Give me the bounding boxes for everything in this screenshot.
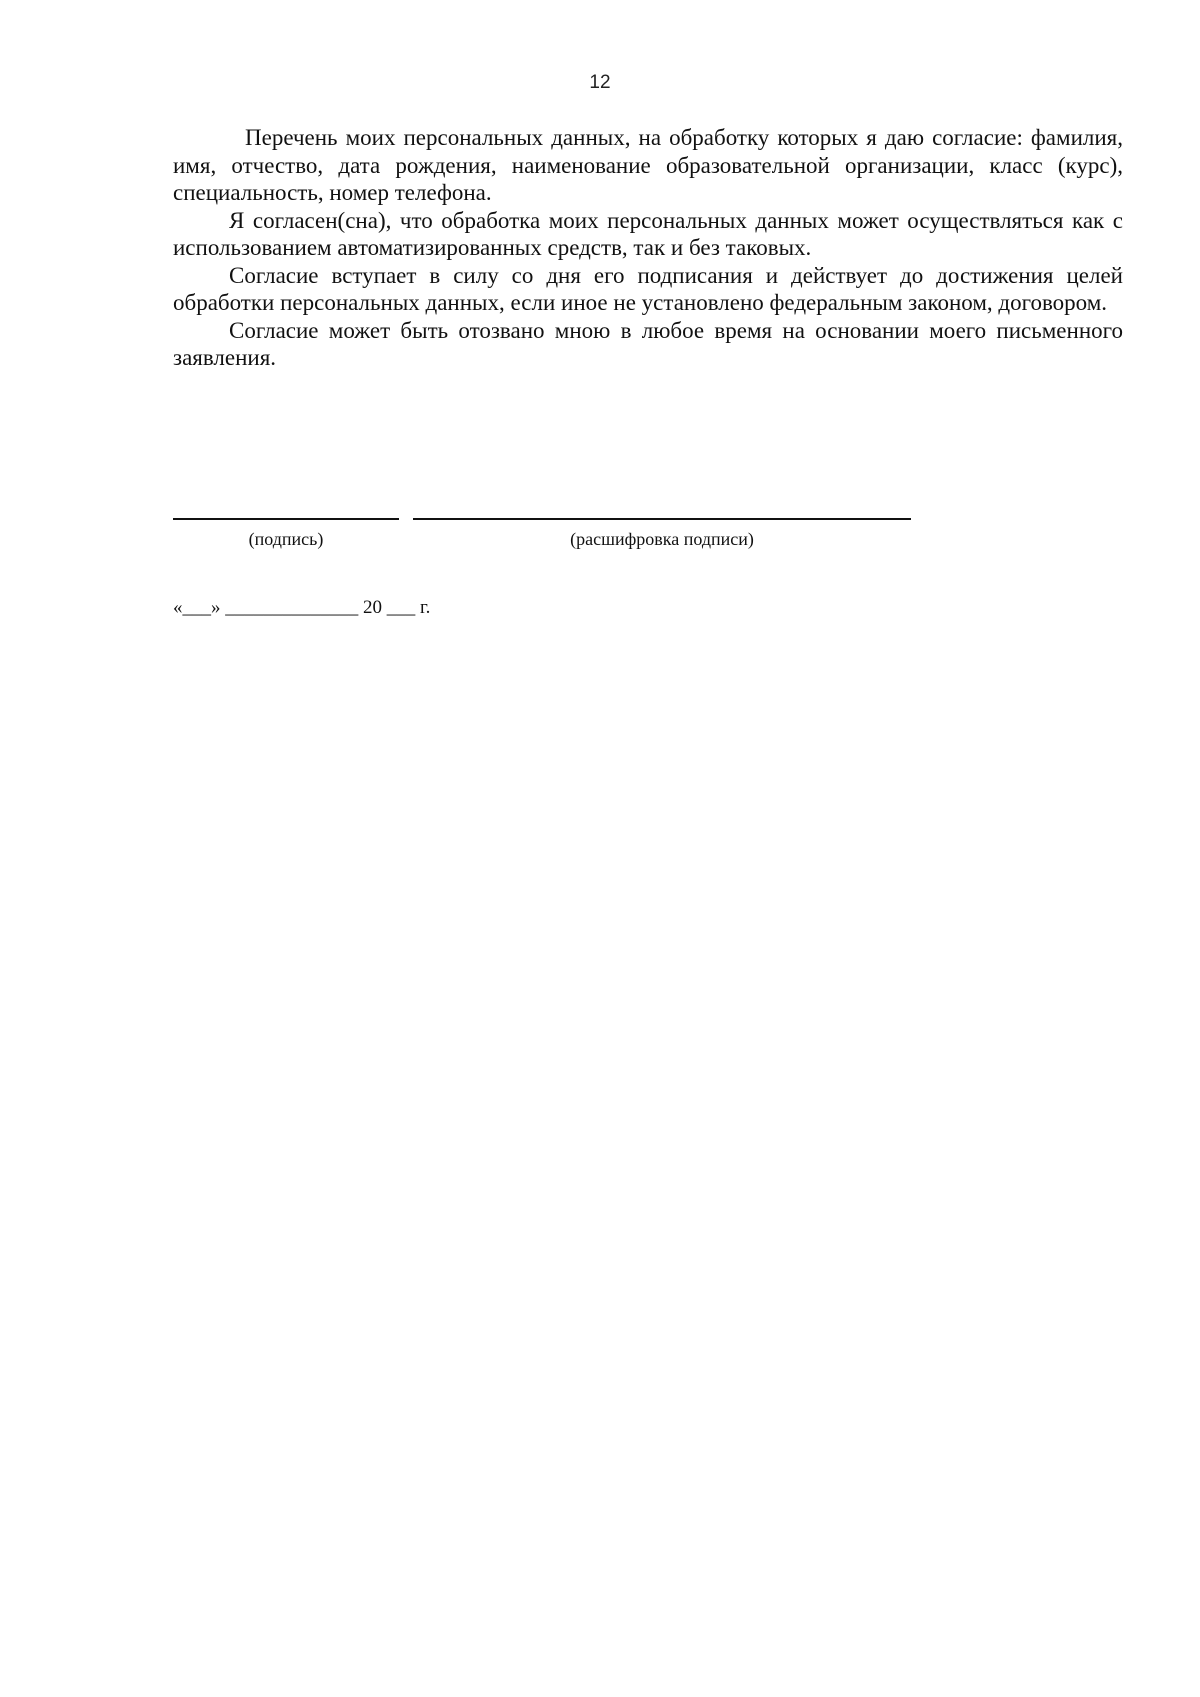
date-line: «___» ______________ 20 ___ г. bbox=[173, 597, 431, 618]
paragraph-processing-means: Я согласен(сна), что обработка моих персональных данных может осуществляться как с использованием автоматизированных средств, так и без таковых. bbox=[173, 207, 1123, 260]
signature-decoding-caption: (расшифровка подписи) bbox=[570, 529, 754, 549]
page-number: 12 bbox=[589, 72, 611, 93]
signature-caption: (подпись) bbox=[248, 529, 324, 549]
paragraph-revocation: Согласие может быть отозвано мною в любое время на основании моего письменного заявления. bbox=[173, 317, 1123, 370]
paragraph-validity-period: Согласие вступает в силу со дня его подписания и действует до достижения целей обработки персональных данных, если иное не установлено федеральным законом, договором. bbox=[173, 262, 1123, 315]
paragraph-personal-data-list: Перечень моих персональных данных, на обработку которых я даю согласие: фамилия, имя, отчество, дата рождения, наименование образовательной организации, класс (курс), специальность, номер телефона. bbox=[173, 125, 1123, 205]
consent-text bbox=[173, 124, 1123, 372]
signature-decoding-line bbox=[413, 518, 911, 520]
signature-line bbox=[173, 518, 399, 520]
